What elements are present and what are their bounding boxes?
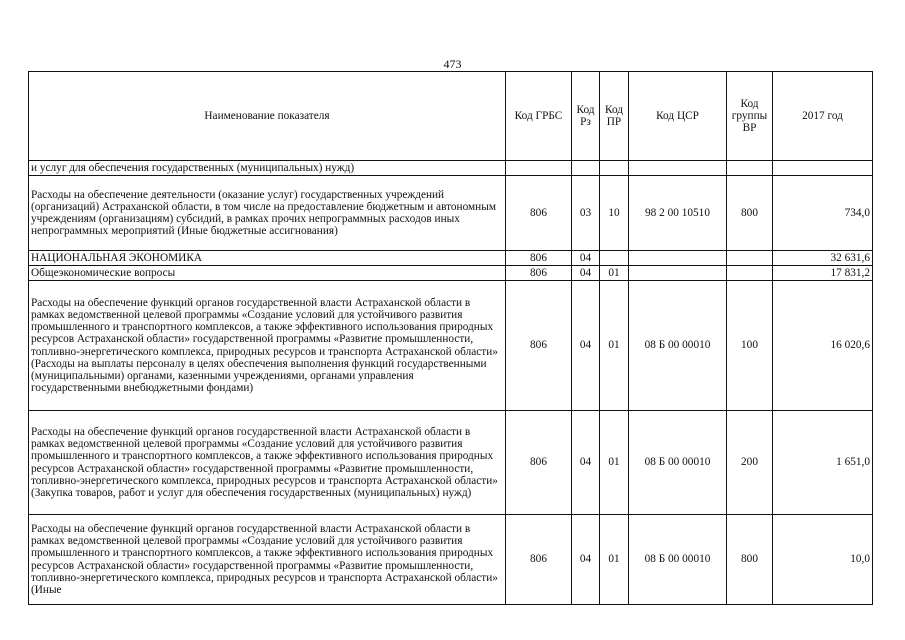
row-name: Расходы на обеспечение деятельности (оказание услуг) государственных учреждений (организаций) Астраханской области, в том числе на предоставление бюджетным и автономным учреждениям (организациям) субсидий, в рамках прочих непрограммных расходов иных непрограммных мероприятий (Иные бюджетные ассигнования) [29,176,506,251]
header-pr: Код ПР [600,72,629,161]
row-vr: 800 [727,176,773,251]
header-csr: Код ЦСР [629,72,727,161]
row-vr [727,251,773,266]
row-grbs: 806 [506,515,572,605]
row-name: Расходы на обеспечение функций органов государственной власти Астраханской области в рамках ведомственной целевой программы «Создание условий для устойчивого развития промышленного и транспортного комплексов, а также эффективного использования природных ресурсов Астраханской области» государственной программы «Развитие промышленности, топливно-энергетического комплекса, природных ресурсов и транспорта Астраханской области» (Иные [29,515,506,605]
row-grbs [506,161,572,176]
row-rz: 04 [572,266,600,281]
row-rz: 04 [572,251,600,266]
row-grbs: 806 [506,176,572,251]
row-rz: 04 [572,411,600,515]
row-pr: 01 [600,515,629,605]
row-csr [629,266,727,281]
row-vr [727,266,773,281]
row-vr: 800 [727,515,773,605]
table-row [29,515,873,605]
row-vr: 100 [727,281,773,411]
table-row [29,281,873,411]
row-csr: 08 Б 00 00010 [629,281,727,411]
row-grbs: 806 [506,266,572,281]
row-csr: 08 Б 00 00010 [629,411,727,515]
row-sum [773,161,873,176]
row-rz [572,161,600,176]
table-row [29,411,873,515]
row-rz: 03 [572,176,600,251]
budget-table [28,71,873,605]
row-sum: 1 651,0 [773,411,873,515]
row-pr [600,251,629,266]
table-row [29,251,873,266]
row-vr [727,161,773,176]
header-name: Наименование показателя [29,72,506,161]
page-number: 473 [443,57,462,71]
row-sum: 734,0 [773,176,873,251]
row-sum: 16 020,6 [773,281,873,411]
row-csr: 98 2 00 10510 [629,176,727,251]
header-rz: Код Рз [572,72,600,161]
row-pr: 01 [600,281,629,411]
table-row [29,266,873,281]
row-pr: 10 [600,176,629,251]
row-pr: 01 [600,411,629,515]
row-csr [629,161,727,176]
row-name: Общеэкономические вопросы [29,266,506,281]
row-rz: 04 [572,281,600,411]
row-grbs: 806 [506,251,572,266]
row-name: Расходы на обеспечение функций органов государственной власти Астраханской области в рамках ведомственной целевой программы «Создание условий для устойчивого развития промышленного и транспортного комплексов, а также эффективного использования природных ресурсов Астраханской области» государственной программы «Развитие промышленности, топливно-энергетического комплекса, природных ресурсов и транспорта Астраханской области» (Расходы на выплаты персоналу в целях обеспечения выполнения функций государственными (муниципальными) органами, казенными учреждениями, органами управления государственными внебюджетными фондами) [29,281,506,411]
header-vr: Код группы ВР [727,72,773,161]
row-grbs: 806 [506,411,572,515]
row-pr: 01 [600,266,629,281]
table-row [29,176,873,251]
row-sum: 10,0 [773,515,873,605]
row-vr: 200 [727,411,773,515]
row-name: НАЦИОНАЛЬНАЯ ЭКОНОМИКА [29,251,506,266]
row-sum: 17 831,2 [773,266,873,281]
row-pr [600,161,629,176]
header-row [29,72,873,161]
header-grbs: Код ГРБС [506,72,572,161]
row-csr [629,251,727,266]
row-name: и услуг для обеспечения государственных (муниципальных) нужд) [29,161,506,176]
row-rz: 04 [572,515,600,605]
row-grbs: 806 [506,281,572,411]
row-sum: 32 631,6 [773,251,873,266]
table-row [29,161,873,176]
row-csr: 08 Б 00 00010 [629,515,727,605]
row-name: Расходы на обеспечение функций органов государственной власти Астраханской области в рамках ведомственной целевой программы «Создание условий для устойчивого развития промышленного и транспортного комплексов, а также эффективного использования природных ресурсов Астраханской области» государственной программы «Развитие промышленности, топливно-энергетического комплекса, природных ресурсов и транспорта Астраханской области» (Закупка товаров, работ и услуг для обеспечения государственных (муниципальных) нужд) [29,411,506,515]
header-year: 2017 год [773,72,873,161]
